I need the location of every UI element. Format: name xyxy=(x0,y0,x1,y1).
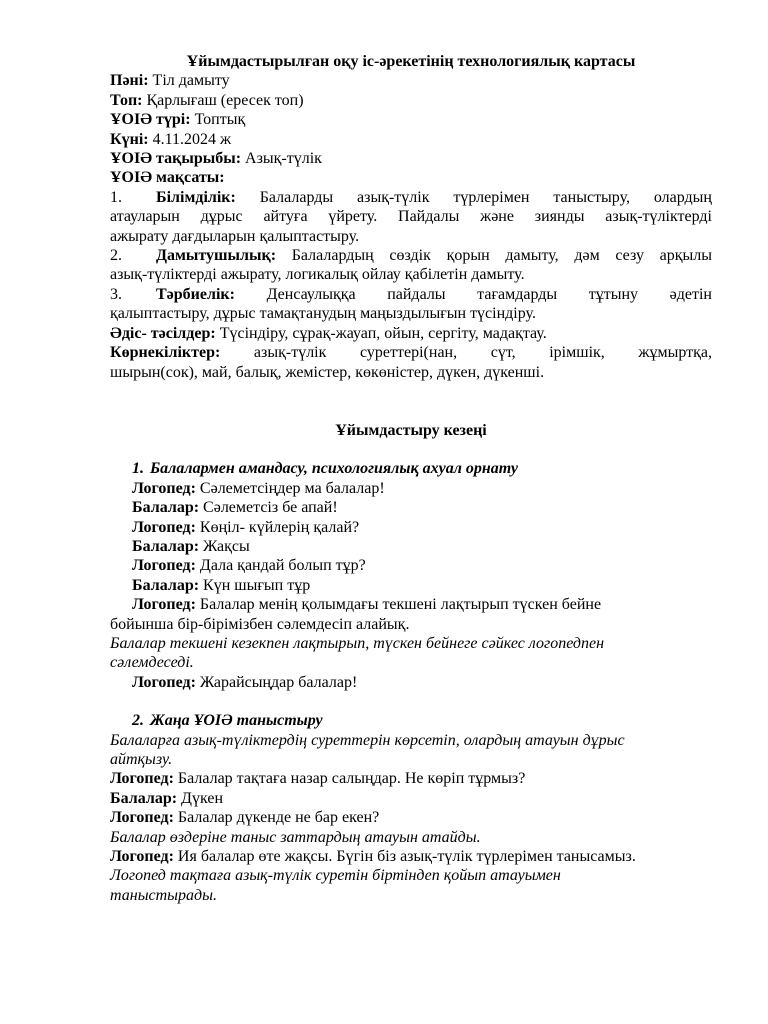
speech-text: Көңіл- күйлерің қалай? xyxy=(195,518,360,536)
speech-text: Дала қандай болып тұр? xyxy=(195,557,366,575)
topic-label: ҰОІӘ тақырыбы: xyxy=(110,150,242,168)
date-label: Күні: xyxy=(110,130,149,148)
goal3-line1 xyxy=(110,285,712,304)
note-1-line1: Балалар текшені кезекпен лақтырып, түскен бейнеге сәйкес логопедпен xyxy=(110,634,605,652)
methods-label: Әдіс- тәсілдер: xyxy=(110,324,216,342)
document-title: Ұйымдастырылған оқу іс-әрекетінің технологиялық картасы xyxy=(186,53,636,70)
section1-number: 1. xyxy=(132,460,144,478)
goal1-line3: ажырату дағдыларын қалыптастыру. xyxy=(110,227,360,245)
speaker-label: Балалар: xyxy=(132,499,200,517)
methods-line xyxy=(110,324,712,343)
section1-heading-text: Балалармен амандасу, психологиялық ахуал орнату xyxy=(150,460,518,478)
speaker-label: Балалар: xyxy=(110,789,178,807)
speaker-label: Логопед: xyxy=(110,848,174,866)
dialog-line-2 xyxy=(110,498,712,517)
goal2-label: Дамытушылық: xyxy=(156,247,277,265)
goal3-text1: Денсаулыққа пайдалы тағамдарды тұтыну әдетін xyxy=(234,285,712,303)
note-3: Балалар өздеріне таныс заттардың атауын атайды. xyxy=(110,828,481,846)
type-line xyxy=(110,110,712,129)
date-value: 4.11.2024 ж xyxy=(148,130,232,148)
speaker-label: Логопед: xyxy=(132,479,196,497)
visuals-line2: шырын(сок), май, балық, жемістер, көкөністер, дүкен, дүкенші. xyxy=(110,363,545,381)
note-4-line2: таныстырады. xyxy=(110,886,217,904)
speaker-label: Логопед: xyxy=(132,596,196,614)
speaker-label: Балалар: xyxy=(132,537,200,555)
speaker-label: Логопед: xyxy=(132,673,196,691)
speaker-label: Логопед: xyxy=(132,557,196,575)
goal1-label: Білімділік: xyxy=(156,188,236,206)
section1-heading xyxy=(110,459,712,478)
speech-text: Балалар дүкенде не бар екен? xyxy=(173,809,380,827)
goal1-line2: атауларын дұрыс айтуға үйрету. Пайдалы және зиянды азық-түліктерді xyxy=(110,208,712,226)
group-line xyxy=(110,91,712,110)
speech-text: Күн шығып тұр xyxy=(199,576,311,594)
subject-label: Пәні: xyxy=(110,72,149,90)
section2-heading-text: Жаңа ҰОІӘ таныстыру xyxy=(150,712,323,730)
note-4-line1: Логопед тақтаға азық-түлік суретін біртіндеп қойып атауымен xyxy=(110,867,561,885)
dialog-line-7 xyxy=(110,595,712,614)
goal3-line2: қалыптастыру, дұрыс тамақтанудың маңыздылығын түсіндіру. xyxy=(110,305,536,323)
goal3-number: 3. xyxy=(110,285,122,303)
section2-number: 2. xyxy=(132,712,144,730)
speech-text: Сәлеметсіз бе апай! xyxy=(199,499,338,517)
speech-text: Дүкен xyxy=(177,789,223,807)
document-page xyxy=(110,52,712,905)
dialog-line-3 xyxy=(110,518,712,537)
dialog-line-1 xyxy=(110,479,712,498)
subject-line xyxy=(110,71,712,90)
note-1-line2: сәлемдеседі. xyxy=(110,654,194,672)
methods-value: Түсіндіру, сұрақ-жауап, ойын, сергіту, мадақтау. xyxy=(215,324,547,342)
goal2-line2: азық-түліктерді ажырату, логикалық ойлау қабілетін дамыту. xyxy=(110,266,525,284)
note-2-line1: Балаларға азық-түліктердің суреттерін көрсетіп, олардың атауын дұрыс xyxy=(110,731,625,749)
goal1-number: 1. xyxy=(110,188,122,206)
speech-text: Сәлеметсіңдер ма балалар! xyxy=(195,479,385,497)
group-label: Топ: xyxy=(110,91,143,109)
exchange-line-3 xyxy=(110,808,712,827)
speech-text: Ия балалар өте жақсы. Бүгін біз азық-түлік түрлерімен танысамыз. xyxy=(173,848,636,866)
goal1-text1: Балаларды азық-түлік түрлерімен таныстыру, олардың xyxy=(235,188,712,206)
type-value: Топтық xyxy=(190,111,246,129)
topic-value: Азық-түлік xyxy=(241,150,322,168)
dialog-line-7-cont: бойынша бір-бірімізбен сәлемдесіп алайық. xyxy=(110,615,410,633)
dialog-line-6 xyxy=(110,576,712,595)
note-2-line2: айтқызу. xyxy=(110,751,173,768)
speaker-label: Балалар: xyxy=(132,576,200,594)
type-label: ҰОІӘ түрі: xyxy=(110,111,191,129)
dialog-line-4 xyxy=(110,537,712,556)
exchange-line-2 xyxy=(110,789,712,808)
speaker-label: Логопед: xyxy=(110,770,174,788)
topic-line xyxy=(110,149,712,168)
dialog-line-5 xyxy=(110,556,712,575)
visuals-line1 xyxy=(110,343,712,362)
section2-heading xyxy=(110,711,712,730)
stage-title: Ұйымдастыру кезеңі xyxy=(335,421,487,439)
dialog-line-8 xyxy=(110,673,712,692)
speaker-label: Логопед: xyxy=(132,518,196,536)
goal3-label: Тәрбиелік: xyxy=(156,285,235,303)
exchange-line-1 xyxy=(110,769,712,788)
goal2-text1: Балалардың сөздік қорын дамыту, дәм сезу арқылы xyxy=(276,247,712,265)
speech-text: Жарайсыңдар балалар! xyxy=(195,673,358,691)
goal2-number: 2. xyxy=(110,247,122,265)
speaker-label: Логопед: xyxy=(110,809,174,827)
visuals-label: Көрнекіліктер: xyxy=(110,344,221,362)
goals-label: ҰОІӘ мақсаты: xyxy=(110,169,225,187)
exchange-line-4 xyxy=(110,847,712,866)
date-line xyxy=(110,130,712,149)
group-value: Қарлығаш (ересек топ) xyxy=(142,91,304,109)
goal2-line1 xyxy=(110,246,712,265)
speech-text: Балалар менің қолымдағы текшені лақтырып түскен бейне xyxy=(195,596,602,614)
subject-value: Тіл дамыту xyxy=(148,72,230,90)
visuals-text1: азық-түлік суреттері(нан, сүт, ірімшік, жұмыртқа, xyxy=(220,344,712,362)
speech-text: Балалар тақтаға назар салыңдар. Не көріп тұрмыз? xyxy=(173,770,526,788)
goal1-line1 xyxy=(110,188,712,207)
speech-text: Жақсы xyxy=(199,537,250,555)
